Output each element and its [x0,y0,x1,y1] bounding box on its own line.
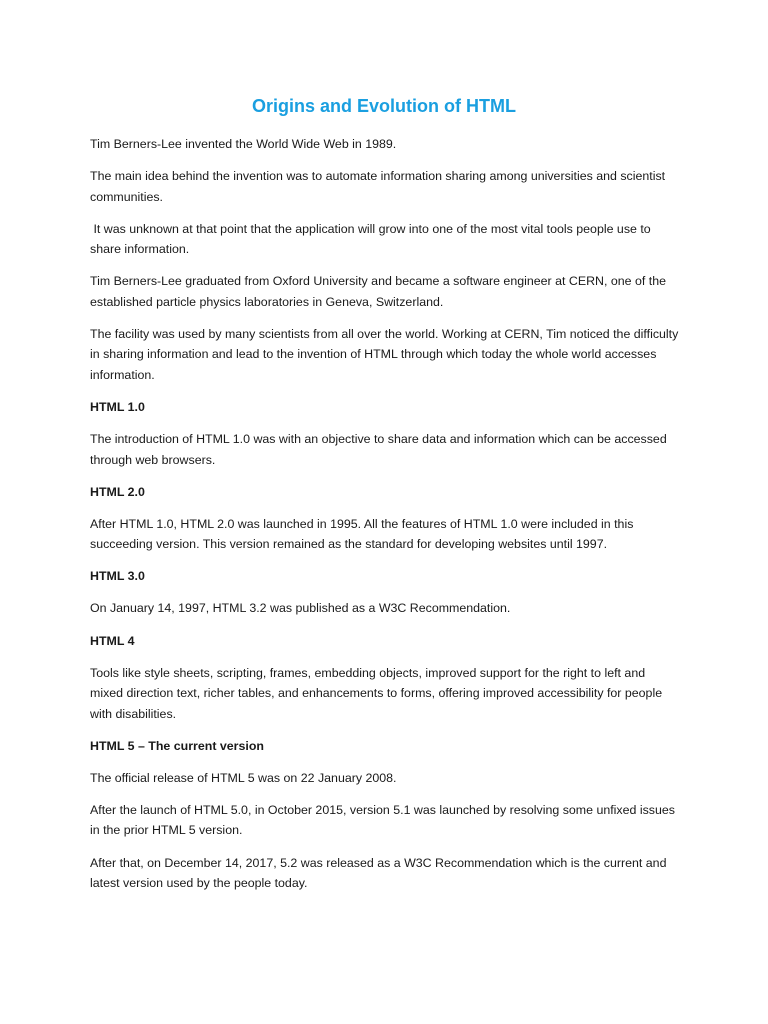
section-heading-html-5: HTML 5 – The current version [90,738,264,753]
intro-paragraph: It was unknown at that point that the application will grow into one of the most vital tools people use to share information. [90,221,655,257]
section-paragraph: On January 14, 1997, HTML 3.2 was published as a W3C Recommendation. [90,601,511,616]
intro-paragraph: The main idea behind the invention was to automate information sharing among universities and scientist communities. [90,169,666,204]
section-paragraph: After HTML 1.0, HTML 2.0 was launched in 1995. All the features of HTML 1.0 were included in this succeeding version. This version remained as the standard for developing websites until 1997. [90,516,634,552]
section-heading-html-2: HTML 2.0 [90,484,145,499]
section-paragraph: After the launch of HTML 5.0, in October 2015, version 5.1 was launched by resolving some unfixed issues in the prior HTML 5 version. [90,802,675,838]
section-paragraph: Tools like style sheets, scripting, frames, embedding objects, improved support for the right to left and mixed direction text, richer tables, and enhancements to forms, offering improved accessibility for people with disabilities. [90,665,663,721]
intro-paragraph: The facility was used by many scientists from all over the world. Working at CERN, Tim noticed the difficulty in sharing information and lead to the invention of HTML through which today the whole world accesses information. [90,326,679,382]
intro-paragraph: Tim Berners-Lee invented the World Wide Web in 1989. [90,137,397,151]
section-heading-html-1: HTML 1.0 [90,399,145,414]
document-title: Origins and Evolution of HTML [252,96,516,116]
section-paragraph: The official release of HTML 5 was on 22 January 2008. [90,770,397,785]
document-body [90,134,680,905]
section-paragraph: The introduction of HTML 1.0 was with an objective to share data and information which can be accessed through web browsers. [90,432,667,467]
intro-paragraph: Tim Berners-Lee graduated from Oxford University and became a software engineer at CERN, one of the established particle physics laboratories in Geneva, Switzerland. [90,274,666,309]
section-heading-html-3: HTML 3.0 [90,569,145,584]
section-paragraph: After that, on December 14, 2017, 5.2 was released as a W3C Recommendation which is the current and latest version used by the people today. [90,855,667,890]
section-heading-html-4: HTML 4 [90,633,135,648]
